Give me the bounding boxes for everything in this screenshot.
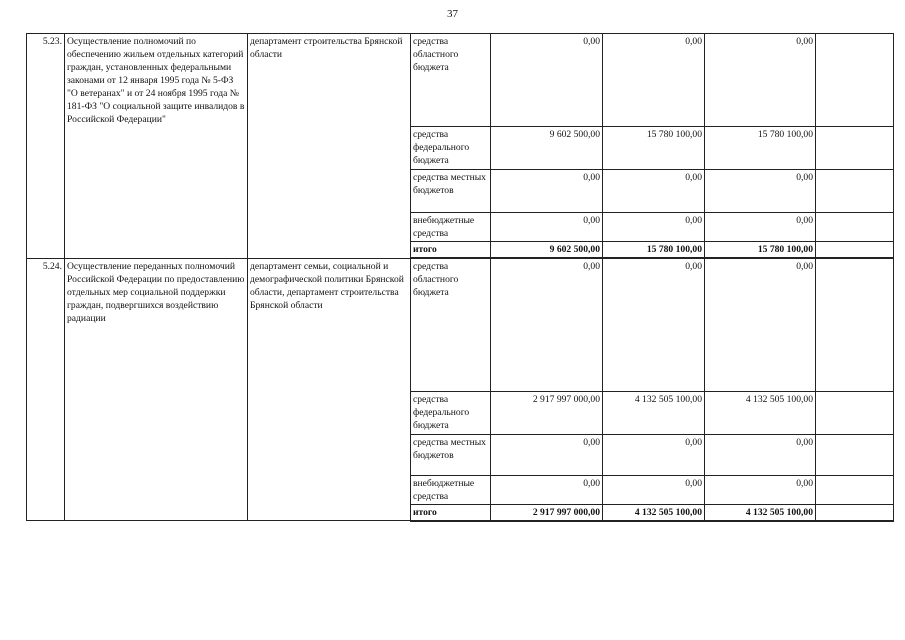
empty-cell bbox=[816, 504, 894, 521]
page-number: 37 bbox=[447, 8, 458, 20]
empty-cell bbox=[816, 434, 894, 475]
empty-cell bbox=[816, 34, 894, 127]
funding-source-label: средства федерального бюджета bbox=[411, 127, 491, 170]
amount-cell: 0,00 bbox=[491, 258, 603, 391]
item-executor: департамент семьи, социальной и демографической политики Брянской области, департамент строительства Брянской области bbox=[248, 258, 411, 521]
budget-table bbox=[26, 33, 894, 522]
total-amount-cell: 2 917 997 000,00 bbox=[491, 504, 603, 521]
funding-source-label: внебюджетные средства bbox=[411, 213, 491, 242]
amount-cell: 0,00 bbox=[603, 434, 705, 475]
item-executor: департамент строительства Брянской области bbox=[248, 34, 411, 259]
funding-source-label: средства федерального бюджета bbox=[411, 391, 491, 434]
table-row bbox=[27, 34, 894, 127]
amount-cell: 0,00 bbox=[705, 475, 816, 504]
funding-source-label: внебюджетные средства bbox=[411, 475, 491, 504]
item-description: Осуществление полномочий по обеспечению жильем отдельных категорий граждан, установленных федеральными законами от 12 января 1995 года № 5-ФЗ "О ветеранах" и от 24 ноября 1995 года № 181-ФЗ "О социальной защите инвалидов в Российской Федерации" bbox=[65, 34, 248, 259]
amount-cell: 15 780 100,00 bbox=[705, 127, 816, 170]
empty-cell bbox=[816, 213, 894, 242]
empty-cell bbox=[816, 170, 894, 213]
amount-cell: 0,00 bbox=[491, 475, 603, 504]
funding-source-label: средства местных бюджетов bbox=[411, 170, 491, 213]
amount-cell: 0,00 bbox=[603, 258, 705, 391]
item-description: Осуществление переданных полномочий Российской Федерации по предоставлению отдельных мер социальной поддержки граждан, подвергшихся воздействию радиации bbox=[65, 258, 248, 521]
empty-cell bbox=[816, 242, 894, 259]
amount-cell: 0,00 bbox=[705, 213, 816, 242]
funding-source-label: средства областного бюджета bbox=[411, 34, 491, 127]
funding-source-label: средства местных бюджетов bbox=[411, 434, 491, 475]
amount-cell: 4 132 505 100,00 bbox=[705, 391, 816, 434]
total-amount-cell: 15 780 100,00 bbox=[603, 242, 705, 259]
total-amount-cell: 4 132 505 100,00 bbox=[705, 504, 816, 521]
amount-cell: 15 780 100,00 bbox=[603, 127, 705, 170]
table-row bbox=[27, 258, 894, 391]
amount-cell: 4 132 505 100,00 bbox=[603, 391, 705, 434]
item-number: 5.24. bbox=[27, 258, 65, 521]
funding-source-label: средства областного бюджета bbox=[411, 258, 491, 391]
total-label: итого bbox=[411, 504, 491, 521]
amount-cell: 0,00 bbox=[603, 213, 705, 242]
amount-cell: 0,00 bbox=[491, 170, 603, 213]
amount-cell: 0,00 bbox=[705, 434, 816, 475]
item-number: 5.23. bbox=[27, 34, 65, 259]
amount-cell: 0,00 bbox=[491, 434, 603, 475]
empty-cell bbox=[816, 391, 894, 434]
amount-cell: 0,00 bbox=[491, 213, 603, 242]
amount-cell: 0,00 bbox=[705, 170, 816, 213]
amount-cell: 0,00 bbox=[603, 170, 705, 213]
amount-cell: 0,00 bbox=[705, 34, 816, 127]
total-amount-cell: 9 602 500,00 bbox=[491, 242, 603, 259]
amount-cell: 0,00 bbox=[603, 34, 705, 127]
empty-cell bbox=[816, 475, 894, 504]
amount-cell: 0,00 bbox=[491, 34, 603, 127]
total-amount-cell: 15 780 100,00 bbox=[705, 242, 816, 259]
total-amount-cell: 4 132 505 100,00 bbox=[603, 504, 705, 521]
empty-cell bbox=[816, 127, 894, 170]
amount-cell: 0,00 bbox=[603, 475, 705, 504]
total-label: итого bbox=[411, 242, 491, 259]
amount-cell: 0,00 bbox=[705, 258, 816, 391]
amount-cell: 9 602 500,00 bbox=[491, 127, 603, 170]
empty-cell bbox=[816, 258, 894, 391]
amount-cell: 2 917 997 000,00 bbox=[491, 391, 603, 434]
